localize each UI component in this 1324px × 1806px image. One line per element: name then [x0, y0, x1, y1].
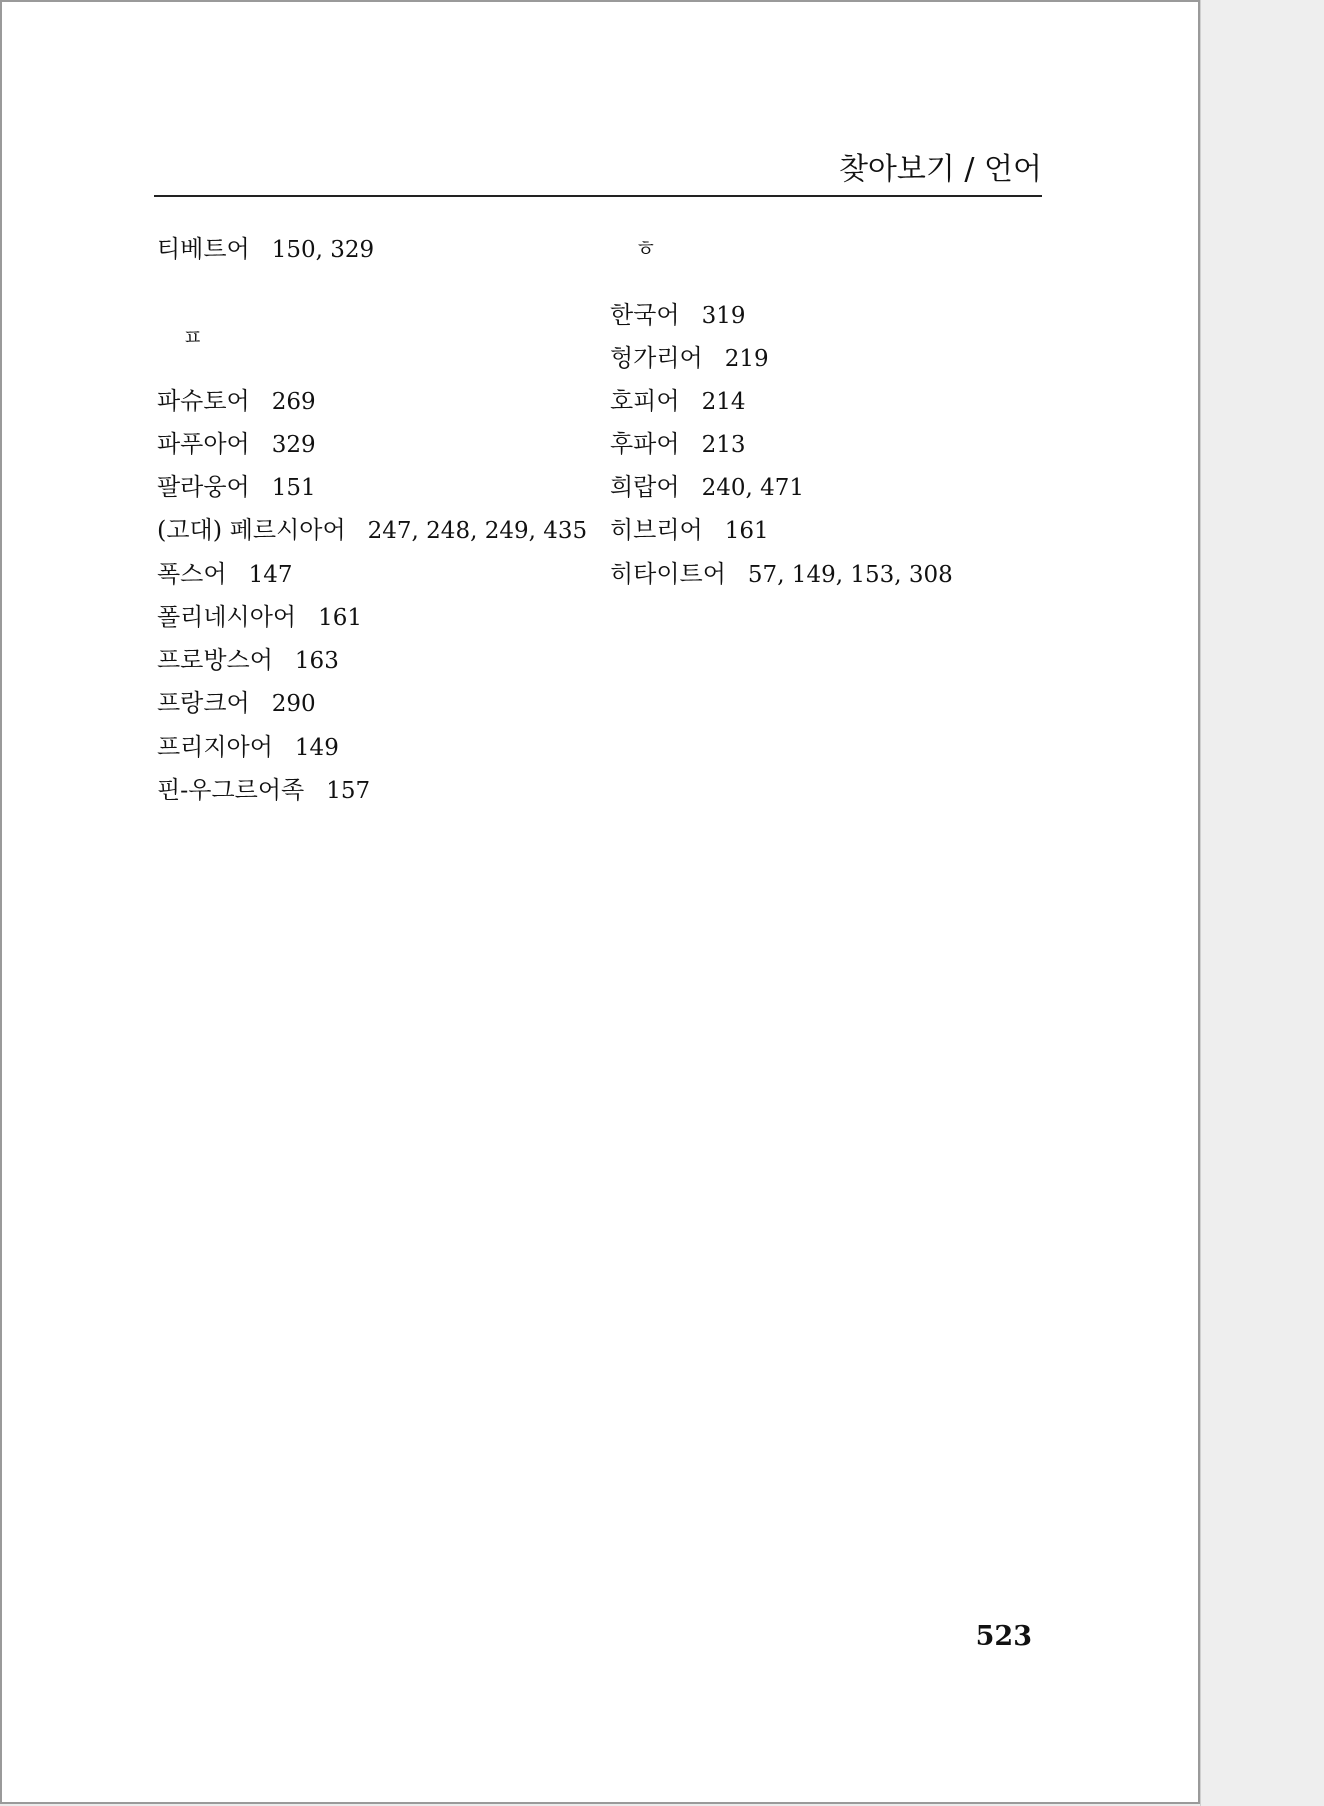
index-entry	[157, 643, 339, 678]
entry-pages: 269	[271, 389, 316, 415]
entry-term: (고대) 페르시아어	[157, 516, 346, 544]
entry-pages: 163	[294, 648, 339, 674]
index-entry	[157, 427, 316, 462]
entry-pages: 151	[271, 475, 316, 501]
index-entry	[610, 513, 769, 548]
index-entry	[157, 686, 316, 721]
index-entry	[157, 470, 316, 505]
entry-pages: 319	[701, 303, 746, 329]
index-entry	[610, 298, 745, 333]
entry-pages: 214	[701, 389, 746, 415]
entry-term: 희랍어	[610, 473, 680, 501]
entry-term: 프리지아어	[157, 733, 273, 761]
entry-term: 티베트어	[157, 235, 250, 263]
index-entry	[157, 600, 362, 635]
section-letter: ㅍ	[182, 326, 204, 351]
entry-term: 팔라웅어	[157, 473, 250, 501]
entry-pages: 147	[248, 562, 293, 588]
entry-pages: 161	[318, 605, 363, 631]
index-entry	[610, 557, 953, 592]
entry-term: 호피어	[610, 387, 680, 415]
running-header: 찾아보기 / 언어	[838, 152, 1042, 187]
index-entry	[157, 384, 316, 419]
entry-term: 프랑크어	[157, 689, 250, 717]
entry-term: 파푸아어	[157, 430, 250, 458]
entry-term: 히타이트어	[610, 560, 726, 588]
index-entry	[157, 232, 374, 267]
index-entry	[610, 427, 745, 462]
entry-pages: 329	[271, 432, 316, 458]
entry-term: 헝가리어	[610, 344, 703, 372]
index-entry	[610, 341, 769, 376]
entry-term: 파슈토어	[157, 387, 250, 415]
entry-pages: 150, 329	[271, 237, 375, 263]
entry-term: 핀-우그르어족	[157, 776, 305, 804]
entry-pages: 290	[271, 691, 316, 717]
entry-term: 폭스어	[157, 560, 227, 588]
entry-pages: 57, 149, 153, 308	[747, 562, 953, 588]
entry-term: 히브리어	[610, 516, 703, 544]
entry-pages: 213	[701, 432, 746, 458]
entry-pages: 219	[724, 346, 769, 372]
index-entry	[610, 470, 804, 505]
index-entry	[157, 557, 292, 592]
index-entry	[157, 773, 370, 808]
entry-pages: 240, 471	[701, 475, 804, 501]
entry-pages: 149	[294, 735, 339, 761]
entry-term: 프로방스어	[157, 646, 273, 674]
index-entry	[157, 730, 339, 765]
page-number: 523	[975, 1621, 1032, 1652]
entry-pages: 247, 248, 249, 435	[367, 518, 588, 544]
entry-term: 후파어	[610, 430, 680, 458]
index-entry	[610, 384, 745, 419]
entry-term: 폴리네시아어	[157, 603, 297, 631]
header-rule	[154, 195, 1042, 197]
viewer-margin	[1200, 0, 1324, 1806]
entry-pages: 161	[724, 518, 769, 544]
index-entry	[157, 513, 587, 548]
entry-pages: 157	[326, 778, 371, 804]
entry-term: 한국어	[610, 301, 680, 329]
section-letter: ㅎ	[635, 237, 657, 262]
